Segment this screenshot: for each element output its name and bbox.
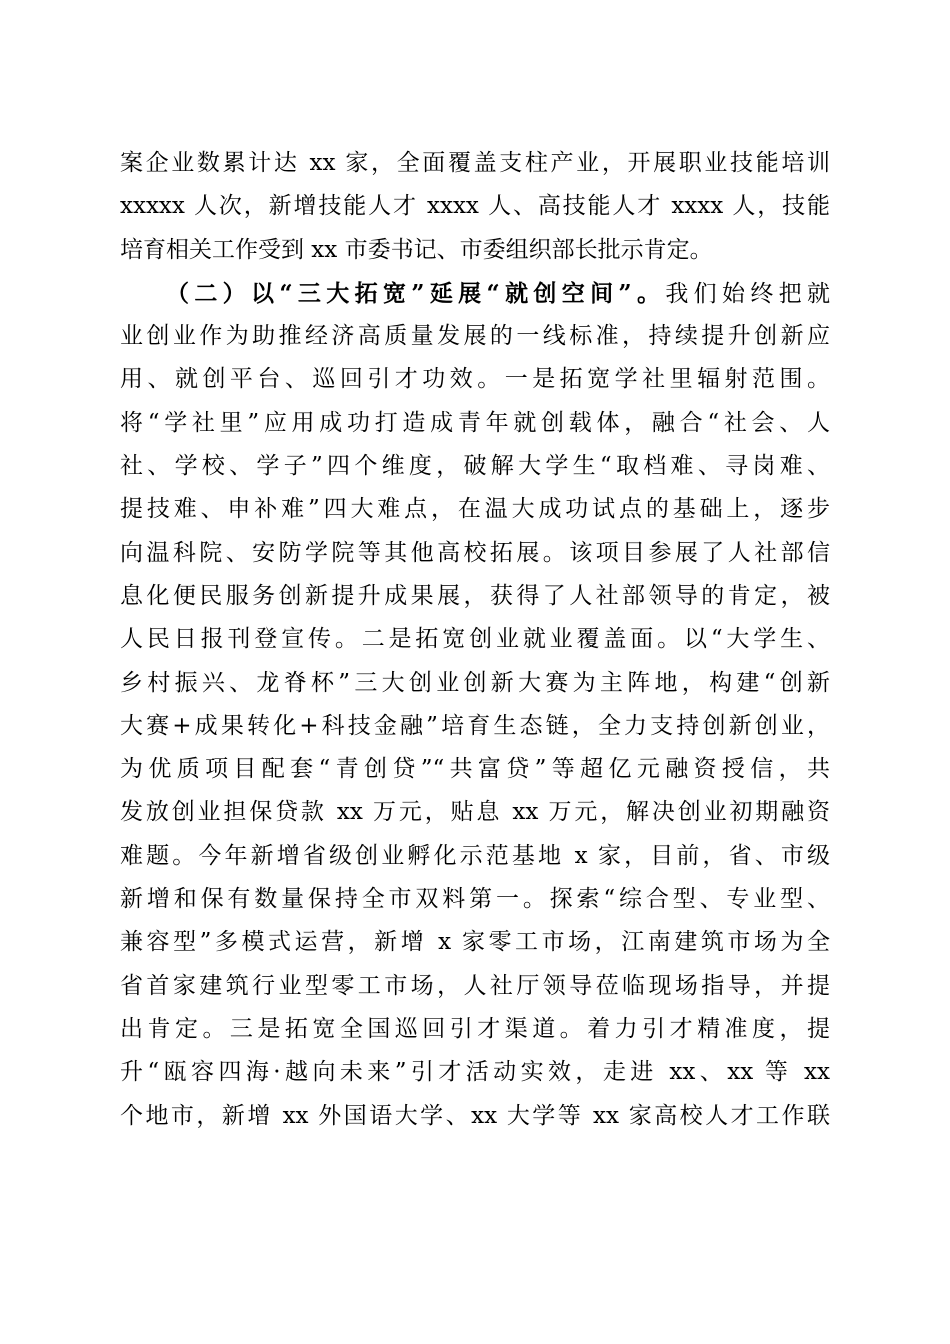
section-heading: （二）以“三大拓宽”延展“就创空间”。 (166, 279, 666, 307)
text-line: 升“瓯容四海·越向未来”引才活动实效，走进 xx、xx 等 xx (120, 1059, 830, 1086)
text-line: xxxxx 人次，新增技能人才 xxxx 人、高技能人才 xxxx 人，技能 (120, 193, 830, 220)
text-line: 培育相关工作受到 xx 市委书记、市委组织部长批示肯定。 (120, 236, 713, 263)
text-line: 人民日报刊登宣传。二是拓宽创业就业覆盖面。以“大学生、 (120, 626, 830, 653)
text-line: 向温科院、安防学院等其他高校拓展。该项目参展了人社部信 (120, 539, 830, 566)
text-line: 为优质项目配套“青创贷”“共富贷”等超亿元融资授信，共 (120, 756, 830, 783)
text-line: 将“学社里”应用成功打造成青年就创载体，融合“社会、人 (120, 409, 830, 436)
text-line: 个地市，新增 xx 外国语大学、xx 大学等 xx 家高校人才工作联 (120, 1102, 830, 1129)
section-heading-line (120, 272, 830, 315)
text-line: 息化便民服务创新提升成果展，获得了人社部领导的肯定，被 (120, 582, 830, 609)
text-line: 案企业数累计达 xx 家，全面覆盖支柱产业，开展职业技能培训 (120, 150, 830, 176)
text-line: 业创业作为助推经济高质量发展的一线标准，持续提升创新应 (120, 323, 830, 350)
text-line: 社、学校、学子”四个维度，破解大学生“取档难、寻岗难、 (120, 453, 830, 480)
text-line: 大赛+成果转化+科技金融”培育生态链，全力支持创新创业， (120, 712, 830, 739)
heading-line-text: 我们始终把就 (665, 280, 830, 307)
body-text (120, 142, 830, 1138)
text-line: 发放创业担保贷款 xx 万元，贴息 xx 万元，解决创业初期融资 (120, 799, 830, 826)
text-line: 新增和保有数量保持全市双料第一。探索“综合型、专业型、 (120, 886, 830, 913)
text-line: 省首家建筑行业型零工市场，人社厅领导莅临现场指导，并提 (120, 972, 830, 999)
text-line: 乡村振兴、龙脊杯”三大创业创新大赛为主阵地，构建“创新 (120, 669, 830, 696)
text-line: 难题。今年新增省级创业孵化示范基地 x 家，目前，省、市级 (120, 842, 830, 869)
text-line: 兼容型”多模式运营，新增 x 家零工市场，江南建筑市场为全 (120, 929, 830, 956)
text-line: 提技难、申补难”四大难点，在温大成功试点的基础上，逐步 (120, 496, 830, 523)
text-line: 用、就创平台、巡回引才功效。一是拓宽学社里辐射范围。 (120, 366, 830, 393)
text-line: 出肯定。三是拓宽全国巡回引才渠道。着力引才精准度，提 (120, 1015, 830, 1042)
